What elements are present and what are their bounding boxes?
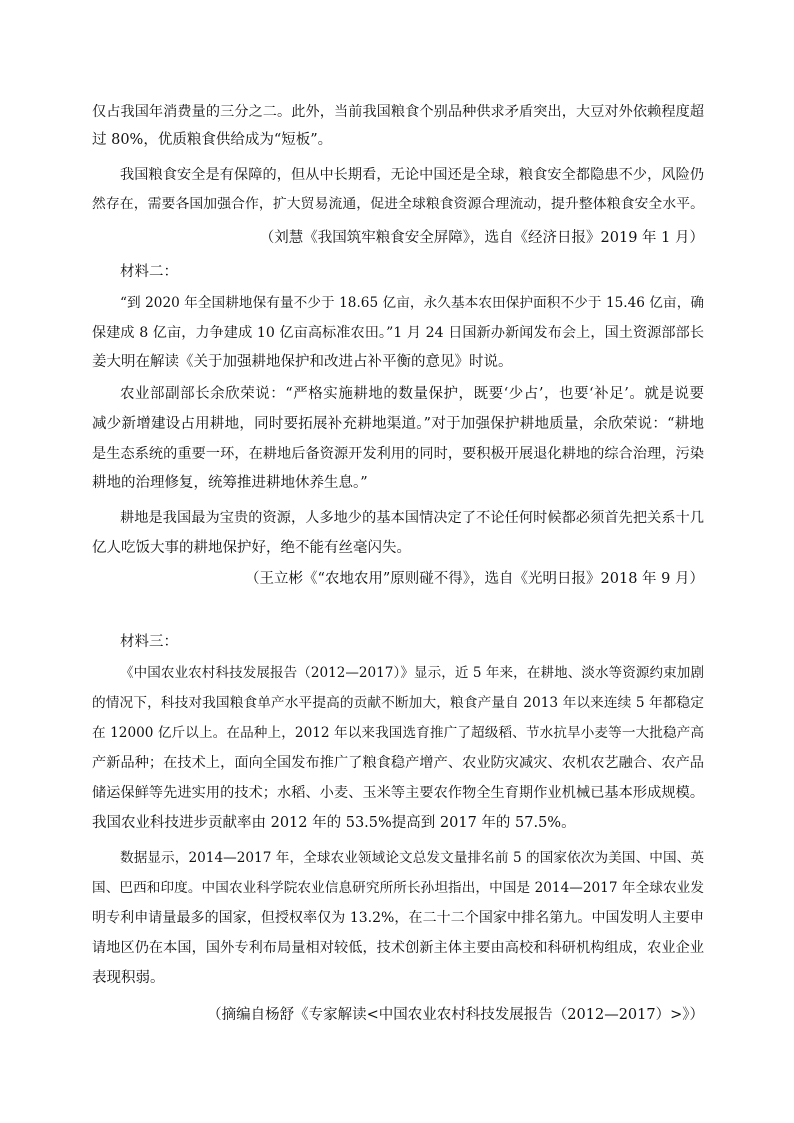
body-text-line: 仅占我国年消费量的三分之二。此外，当前我国粮食个别品种供求矛盾突出，大豆对外依赖程度超 (92, 104, 704, 120)
section-heading: 材料三： (120, 634, 178, 650)
body-text-line: 过 80%，优质粮食供给成为“短板”。 (92, 132, 333, 148)
body-text-line: 国、巴西和印度。中国农业科学院农业信息研究所所长孙坦指出，中国是 2014—2017 年全球农业发 (92, 880, 704, 896)
body-text-line: 产新品种；在技术上，面向全国发布推广了粮食稳产增产、农业防灾减灾、农机农艺融合、农产品 (92, 755, 704, 771)
body-text-line: 我国农业科技进步贡献率由 2012 年的 53.5%提高到 2017 年的 57.5%。 (92, 815, 576, 831)
body-text-line: 农业部副部长余欣荣说：“严格实施耕地的数量保护，既要‘少占’，也要‘补足’。就是说要 (120, 386, 704, 402)
body-text-line: 表现积弱。 (92, 970, 165, 986)
source-citation: （王立彬《“农地农用”原则碰不得》，选自《光明日报》2018 年 9 月） (244, 571, 704, 587)
body-text-line: 保建成 8 亿亩，力争建成 10 亿亩高标准农田。”1 月 24 日国新办新闻发布会上，国土资源部部长 (92, 325, 704, 341)
body-text-line: 储运保鲜等先进实用的技术；水稻、小麦、玉米等主要农作物全生育期作业机械已基本形成规模。 (92, 785, 704, 801)
body-text-line: 耕地的治理修复，统筹推进耕地休养生息。” (92, 475, 368, 491)
body-text-line: 的情况下，科技对我国粮食单产水平提高的贡献不断加大，粮食产量自 2013 年以来连续 5 年都稳定 (92, 695, 704, 711)
body-text-line: 减少新增建设占用耕地，同时要拓展补充耕地渠道。”对于加强保护耕地质量，余欣荣说：“耕地 (92, 416, 704, 432)
body-text-line: 是生态系统的重要一环，在耕地后备资源开发利用的同时，要积极开展退化耕地的综合治理，污染 (92, 446, 704, 462)
body-text-line: 数据显示，2014—2017 年，全球农业领域论文总发文量排名前 5 的国家依次为美国、中国、英 (120, 850, 704, 866)
source-citation: （刘慧《我国筑牢粮食安全屏障》，选自《经济日报》2019 年 1 月） (259, 230, 704, 246)
body-text-line: 在 12000 亿斤以上。在品种上，2012 年以来我国选育推广了超级稻、节水抗旱小麦等一大批稳产高 (92, 725, 704, 741)
body-text-line: 《中国农业农村科技发展报告（2012—2017）》显示，近 5 年来，在耕地、淡水等资源约束加剧 (120, 665, 704, 681)
body-text-line: 然存在，需要各国加强合作，扩大贸易流通，促进全球粮食资源合理流动，提升整体粮食安全水平。 (92, 196, 704, 212)
body-text-line: 耕地是我国最为宝贵的资源，人多地少的基本国情决定了不论任何时候都必须首先把关系十几 (120, 510, 704, 526)
body-text-line: 请地区仍在本国，国外专利布局量相对较低，技术创新主体主要由高校和科研机构组成，农业企业 (92, 940, 704, 956)
body-text-line: 亿人吃饭大事的耕地保护好，绝不能有丝毫闪失。 (92, 540, 411, 556)
body-text-line: 我国粮食安全是有保障的，但从中长期看，无论中国还是全球，粮食安全都隐患不少，风险仍 (120, 167, 704, 183)
body-text-line: 姜大明在解读《关于加强耕地保护和改进占补平衡的意见》时说。 (92, 354, 513, 370)
section-heading: 材料二： (120, 264, 178, 280)
body-text-line: “到 2020 年全国耕地保有量不少于 18.65 亿亩，永久基本农田保护面积不少于 15.46 亿亩，确 (120, 295, 704, 311)
source-citation: （摘编自杨舒《专家解读<中国农业农村科技发展报告（2012—2017）>》） (207, 1007, 704, 1023)
body-text-line: 明专利申请量最多的国家，但授权率仅为 13.2%，在二十二个国家中排名第九。中国发明人主要申 (92, 910, 704, 926)
